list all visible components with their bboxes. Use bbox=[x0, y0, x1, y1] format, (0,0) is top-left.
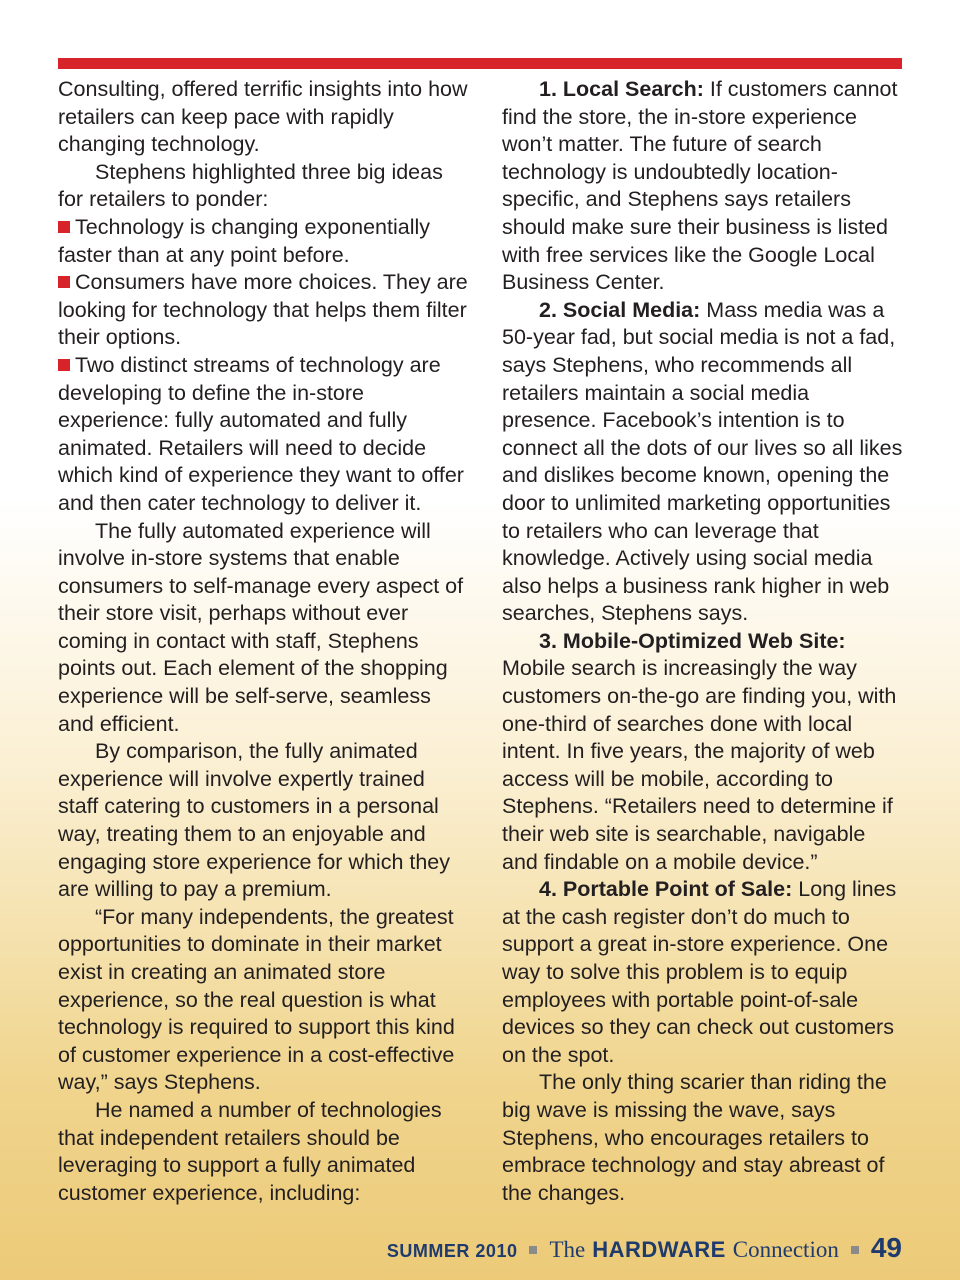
page-footer bbox=[387, 1232, 902, 1272]
item-text: If customers cannot find the store, the in-store experience won’t matter. The future of search technology is undoubtedly location-specific, and Stephens says retailers should make sure their business is listed with free services like the Google Local Business Center. bbox=[502, 77, 898, 295]
red-square-bullet-icon bbox=[58, 276, 70, 288]
magazine-title-hardware: HARDWARE bbox=[592, 1237, 726, 1262]
closing-paragraph: The only thing scarier than riding the big wave is missing the wave, says Stephens, who encourages retailers to embrace technology and stay abreast of the changes. bbox=[502, 1070, 887, 1205]
page-number: 49 bbox=[870, 1232, 902, 1263]
magazine-title-the: The bbox=[549, 1237, 586, 1262]
item-text: Mobile search is increasingly the way customers on-the-go are finding you, with one-third of searches done with local intent. In five years, the majority of web access will be mobile, according to Stephens. “Retailers need to determine if their web site is searchable, navigable and findable on a mobile device.” bbox=[502, 656, 897, 874]
item-heading: 3. Mobile-Optimized Web Site: bbox=[539, 628, 846, 653]
red-square-bullet-icon bbox=[58, 359, 70, 371]
top-accent-rule bbox=[58, 58, 902, 69]
right-column bbox=[502, 76, 906, 1207]
bullet-text: Two distinct streams of technology are developing to define the in-store experience: fully automated and fully animated. Retailers will need to decide which kind of experience they want to offer and then cater technology to deliver it. bbox=[58, 352, 464, 515]
item-heading: 1. Local Search: bbox=[539, 77, 704, 101]
numbered-item-social-media bbox=[502, 297, 906, 628]
paragraph: He named a number of technologies that independent retailers should be leveraging to support a fully animated customer experience, including: bbox=[58, 1097, 442, 1205]
left-column bbox=[58, 76, 470, 1207]
item-text: Long lines at the cash register don’t do much to support a great in-store experience. One way to solve this problem is to equip employees with portable point-of-sale devices so they can check out customers on the spot. bbox=[502, 877, 897, 1067]
footer-square-separator-icon bbox=[851, 1246, 859, 1254]
bullet-text: Technology is changing exponentially faster than at any point before. bbox=[58, 214, 430, 267]
issue-season: SUMMER 2010 bbox=[386, 1241, 518, 1261]
footer-square-separator-icon bbox=[529, 1246, 537, 1254]
bullet-item bbox=[58, 352, 470, 518]
bullet-text: Consumers have more choices. They are looking for technology that helps them filter their options. bbox=[58, 270, 468, 350]
paragraph: “For many independents, the greatest opportunities to dominate in their market exist in creating an animated store experience, so the real question is what technology is required to support this kind of customer experience in a cost-effective way,” says Stephens. bbox=[58, 904, 455, 1095]
magazine-title-connection: Connection bbox=[732, 1237, 839, 1262]
red-square-bullet-icon bbox=[58, 221, 70, 233]
numbered-item-portable-pos bbox=[502, 876, 906, 1069]
item-heading: 4. Portable Point of Sale: bbox=[539, 877, 793, 902]
paragraph: Consulting, offered terrific insights into how retailers can keep pace with rapidly changing technology. bbox=[58, 77, 468, 157]
paragraph: By comparison, the fully animated experience will involve expertly trained staff catering to customers in a personal way, treating them to an enjoyable and engaging store experience for which they are willing to pay a premium. bbox=[58, 739, 451, 902]
bullet-item bbox=[58, 269, 470, 352]
paragraph: The fully automated experience will involve in-store systems that enable consumers to self-manage every aspect of their store visit, perhaps without ever coming in contact with staff, Stephens points out. Each element of the shopping experience will be self-serve, seamless and efficient. bbox=[58, 518, 464, 736]
item-heading: 2. Social Media: bbox=[539, 297, 701, 322]
item-text: Mass media was a 50-year fad, but social media is not a fad, says Stephens, who recommends all retailers maintain a social media presence. Facebook’s intention is to connect all the dots of our lives so all likes and dislikes become known, opening the door to unlimited marketing opportunities to retailers who can leverage that knowledge. Actively using social media also helps a business rank higher in web searches, Stephens says. bbox=[502, 297, 903, 626]
numbered-item-local-search bbox=[502, 76, 906, 297]
paragraph: Stephens highlighted three big ideas for retailers to ponder: bbox=[58, 159, 443, 212]
bullet-item bbox=[58, 214, 470, 269]
numbered-item-mobile-web-site bbox=[502, 628, 906, 876]
